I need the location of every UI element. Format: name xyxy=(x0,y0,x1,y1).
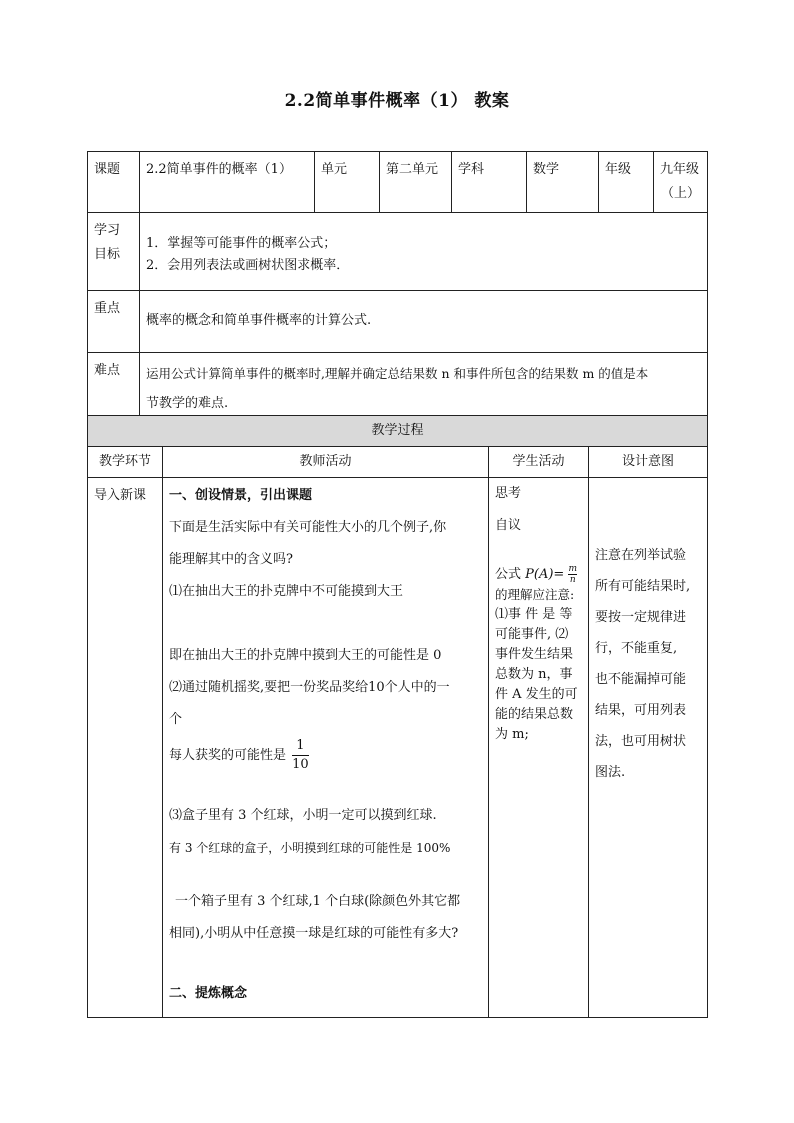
student-line: 的理解应注意: xyxy=(495,587,575,602)
student-line: 自议 xyxy=(495,518,522,533)
key-point-label: 重点 xyxy=(88,291,140,353)
student-line: 公式 xyxy=(495,567,522,582)
process-header: 教学过程 xyxy=(88,416,708,447)
student-formula-line xyxy=(495,564,582,585)
goals-content xyxy=(140,213,708,291)
intent-line: 法，也可用树状 xyxy=(595,734,687,749)
col-stage-header: 教学环节 xyxy=(88,447,163,478)
intent-line: 行，不能重复, xyxy=(595,641,678,656)
teacher-line: ⑶盒子里有 3 个红球，小明一定可以摸到红球. xyxy=(169,808,437,823)
stage-cell: 导入新课 xyxy=(88,478,163,1018)
student-line: 能的结果总数 xyxy=(495,707,574,722)
key-point-content xyxy=(140,291,708,353)
grade-value-line1: 九年级 xyxy=(660,162,700,177)
formula-numerator: m xyxy=(568,564,578,574)
intent-line: 所有可能结果时, xyxy=(595,579,691,594)
teacher-line: 下面是生活实际中有关可能性大小的几个例子,你 xyxy=(169,520,447,535)
teacher-line: 相同),小明从中任意摸一球是红球的可能性有多大? xyxy=(169,926,459,941)
col-student-header: 学生活动 xyxy=(489,447,589,478)
teacher-activity xyxy=(163,478,489,1018)
discipline-label: 学科 xyxy=(452,152,527,213)
unit-value: 第二单元 xyxy=(380,152,452,213)
student-activity xyxy=(489,478,589,1018)
difficulty-label: 难点 xyxy=(88,353,140,426)
intent-line: 也不能漏掉可能 xyxy=(595,672,687,687)
fraction-one-tenth xyxy=(292,737,309,774)
goal-item-1: 1．掌握等可能事件的概率公式； xyxy=(146,236,337,251)
teacher-line: 能理解其中的含义吗? xyxy=(169,552,293,567)
probability-formula: P(A)= xyxy=(525,567,565,582)
grade-value-line2: （上） xyxy=(660,186,700,201)
goals-label xyxy=(88,213,140,291)
goal-item-2: 2．会用列表法或画树状图求概率． xyxy=(146,258,350,273)
teacher-line: ⑴在抽出大王的扑克牌中不可能摸到大王 xyxy=(169,584,404,599)
teaching-process-table xyxy=(87,415,708,1018)
unit-label: 单元 xyxy=(315,152,380,213)
formula-denominator: n xyxy=(569,575,576,585)
intent-line: 结果，可用列表 xyxy=(595,703,687,718)
design-intent xyxy=(589,478,708,1018)
intent-line: 注意在列举试验 xyxy=(595,548,687,563)
student-line: 事件发生结果 xyxy=(495,647,574,662)
student-line: ⑴事 件 是 等 xyxy=(495,607,573,622)
goals-label-line1: 学习 xyxy=(94,223,121,238)
difficulty-line1: 运用公式计算简单事件的概率时,理解并确定总结果数 n 和事件所包含的结果数 m 的值是本 xyxy=(146,366,649,381)
teacher-line: 个 xyxy=(169,712,183,727)
subject-value: 2.2简单事件的概率（1） xyxy=(140,152,315,213)
teacher-line: 有 3 个红球的盒子，小明摸到红球的可能性是 100% xyxy=(169,841,451,855)
key-point-text: 概率的概念和简单事件概率的计算公式. xyxy=(146,313,372,328)
grade-value xyxy=(654,152,708,213)
teacher-probability-line xyxy=(169,736,482,776)
grade-label: 年级 xyxy=(599,152,654,213)
teacher-line: 即在抽出大王的扑克牌中摸到大王的可能性是 0 xyxy=(169,648,442,663)
student-line: 可能事件, ⑵ xyxy=(495,627,569,642)
intent-line: 要按一定规律进 xyxy=(595,610,687,625)
teacher-heading-1: 一、创设情景，引出课题 xyxy=(169,488,313,503)
student-line: 总数为 n，事 xyxy=(495,667,573,682)
student-line: 件 A 发生的可 xyxy=(495,687,578,702)
fraction-denominator: 10 xyxy=(292,757,309,772)
subject-label: 课题 xyxy=(88,152,140,213)
student-line: 为 m; xyxy=(495,727,529,742)
intent-line: 图法. xyxy=(595,765,626,780)
teacher-line: ⑵通过随机摇奖,要把一份奖品奖给10个人中的一 xyxy=(169,680,450,695)
col-teacher-header: 教师活动 xyxy=(163,447,489,478)
teacher-line: 一个箱子里有 3 个红球,1 个白球(除颜色外其它都 xyxy=(175,894,461,909)
student-line: 思考 xyxy=(495,486,522,501)
formula-fraction xyxy=(568,564,577,585)
fraction-numerator: 1 xyxy=(292,737,309,756)
teacher-line: 每人获奖的可能性是 xyxy=(169,748,287,763)
difficulty-line2: 节教学的难点. xyxy=(146,396,229,411)
document-title: 2.2简单事件概率（1） 教案 xyxy=(284,91,510,111)
col-intent-header: 设计意图 xyxy=(589,447,708,478)
goals-label-line2: 目标 xyxy=(94,247,121,262)
lesson-info-table xyxy=(87,151,708,426)
teacher-heading-2: 二、提炼概念 xyxy=(169,986,248,1001)
discipline-value: 数学 xyxy=(527,152,599,213)
